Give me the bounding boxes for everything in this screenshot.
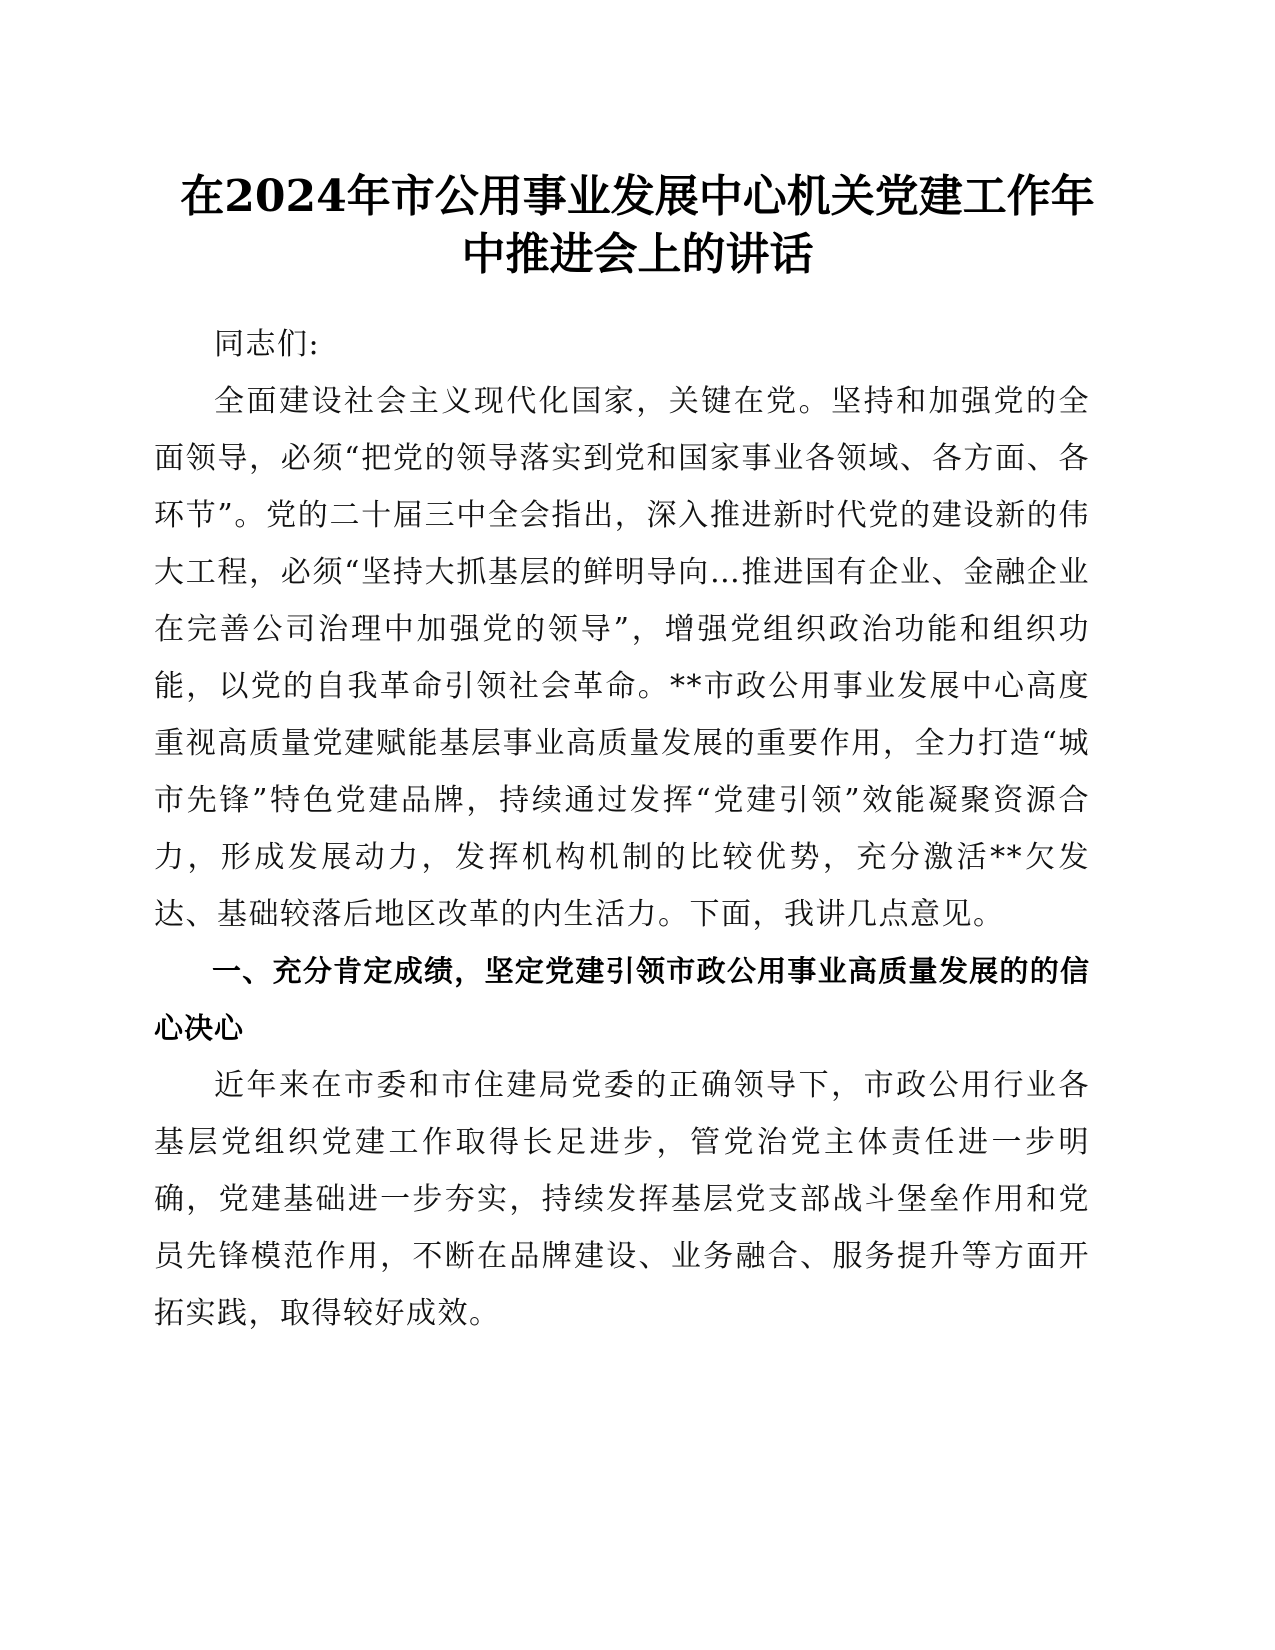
- title-line-1: 在2024年市公用事业发展中心机关党建工作年: [180, 171, 1095, 222]
- document-title: [140, 168, 1135, 284]
- section-paragraph: 近年来在市委和市住建局党委的正确领导下，市政公用行业各基层党组织党建工作取得长足进步，管党治党主体责任进一步明确，党建基础进一步夯实，持续发挥基层党支部战斗堡垒作用和党员先锋模范作用，不断在品牌建设、业务融合、服务提升等方面开拓实践，取得较好成效。: [154, 1068, 1090, 1331]
- document-body: [154, 316, 1090, 1342]
- title-line-2: 中推进会上的讲话: [461, 229, 814, 280]
- intro-paragraph: 全面建设社会主义现代化国家，关键在党。坚持和加强党的全面领导，必须“把党的领导落实到党和国家事业各领域、各方面、各环节”。党的二十届三中全会指出，深入推进新时代党的建设新的伟大工程，必须“坚持大抓基层的鲜明导向…推进国有企业、金融企业在完善公司治理中加强党的领导”，增强党组织政治功能和组织功能，以党的自我革命引领社会革命。**市政公用事业发展中心高度重视高质量党建赋能基层事业高质量发展的重要作用，全力打造“城市先锋”特色党建品牌，持续通过发挥“党建引领”效能凝聚资源合力，形成发展动力，发挥机构机制的比较优势，充分激活**欠发达、基础较落后地区改革的内生活力。下面，我讲几点意见。: [154, 384, 1090, 932]
- salutation: 同志们:: [214, 327, 321, 362]
- section-heading: 一、充分肯定成绩，坚定党建引领市政公用事业高质量发展的的信心决心: [154, 954, 1090, 1045]
